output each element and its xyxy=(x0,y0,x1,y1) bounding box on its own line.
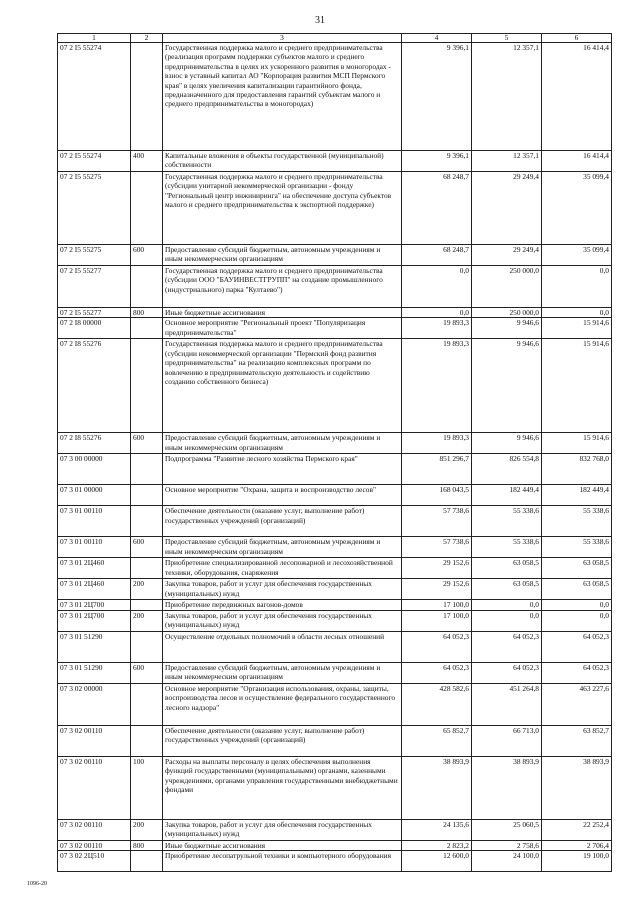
amount-col6-cell: 0,0 xyxy=(542,610,612,631)
description-cell: Закупка товаров, работ и услуг для обеспечения государственных (муниципальных) нужд xyxy=(163,610,402,631)
vr-cell xyxy=(131,506,163,537)
amount-col4-cell: 12 600,0 xyxy=(402,851,472,872)
vr-cell: 600 xyxy=(131,537,163,558)
amount-col4-cell: 19 893,3 xyxy=(402,318,472,339)
vr-cell xyxy=(131,43,163,151)
table-row xyxy=(58,631,612,662)
page-number: 31 xyxy=(315,15,325,26)
table-header-row xyxy=(58,34,612,43)
description-cell: Предоставление субсидий бюджетным, автономным учреждениям и иным некоммерческим организациям xyxy=(163,537,402,558)
vr-cell xyxy=(131,266,163,308)
description-cell: Основное мероприятие "Региональный проект "Популяризация предпринимательства" xyxy=(163,318,402,339)
amount-col5-cell: 9 946,6 xyxy=(472,318,542,339)
amount-col6-cell: 35 099,4 xyxy=(542,172,612,245)
vr-cell: 200 xyxy=(131,579,163,600)
vr-cell xyxy=(131,683,163,725)
description-cell: Предоставление субсидий бюджетным, автономным учреждениям и иным некоммерческим организациям xyxy=(163,662,402,683)
amount-col6-cell: 63 058,5 xyxy=(542,579,612,600)
footer-code: 1096-20 xyxy=(27,881,47,887)
table-row xyxy=(58,610,612,631)
amount-col6-cell: 182 449,4 xyxy=(542,485,612,506)
amount-col4-cell: 64 052,3 xyxy=(402,662,472,683)
description-cell: Государственная поддержка малого и среднего предпринимательства (субсидии унитарной некоммерческой организации - фонду "Региональный центр инжиниринга" на обеспечение доступа субъектов малого и среднего предпринимательства к экспортной поддержке) xyxy=(163,172,402,245)
table-row xyxy=(58,433,612,454)
amount-col6-cell: 15 914,6 xyxy=(542,339,612,433)
amount-col6-cell: 64 052,3 xyxy=(542,631,612,662)
description-cell: Предоставление субсидий бюджетным, автономным учреждениям и иным некоммерческим организациям xyxy=(163,245,402,266)
table-row xyxy=(58,308,612,318)
table-row xyxy=(58,172,612,245)
table-row xyxy=(58,662,612,683)
amount-col6-cell: 0,0 xyxy=(542,266,612,308)
code-cell: 07 2 I5 55277 xyxy=(58,308,131,318)
vr-cell: 400 xyxy=(131,151,163,172)
amount-col6-cell: 463 227,6 xyxy=(542,683,612,725)
code-cell: 07 2 I8 55276 xyxy=(58,339,131,433)
code-cell: 07 3 02 00110 xyxy=(58,756,131,819)
table-row xyxy=(58,725,612,756)
description-cell: Приобретение специализированной лесопожарной и лесохозяйственной техники, оборудования, снаряжения xyxy=(163,558,402,579)
amount-col4-cell: 17 100,0 xyxy=(402,600,472,610)
code-cell: 07 2 I8 55276 xyxy=(58,433,131,454)
amount-col6-cell: 832 768,0 xyxy=(542,454,612,485)
amount-col5-cell: 29 249,4 xyxy=(472,245,542,266)
amount-col4-cell: 29 152,6 xyxy=(402,558,472,579)
vr-cell: 200 xyxy=(131,610,163,631)
table-row xyxy=(58,840,612,850)
code-cell: 07 3 02 00110 xyxy=(58,819,131,840)
amount-col4-cell: 0,0 xyxy=(402,266,472,308)
amount-col5-cell: 0,0 xyxy=(472,600,542,610)
amount-col4-cell: 57 738,6 xyxy=(402,506,472,537)
amount-col6-cell: 0,0 xyxy=(542,308,612,318)
vr-cell xyxy=(131,172,163,245)
vr-cell: 200 xyxy=(131,819,163,840)
table-row xyxy=(58,454,612,485)
code-cell: 07 3 02 2Ц510 xyxy=(58,851,131,872)
vr-cell: 800 xyxy=(131,308,163,318)
budget-table xyxy=(57,33,612,872)
table-row xyxy=(58,339,612,433)
description-cell: Капитальные вложения в объекты государственной (муниципальной) собственности xyxy=(163,151,402,172)
code-cell: 07 3 01 51290 xyxy=(58,662,131,683)
description-cell: Осуществление отдельных полномочий в области лесных отношений xyxy=(163,631,402,662)
description-cell: Приобретение лесопатрульной техники и компьютерного оборудования xyxy=(163,851,402,872)
amount-col6-cell: 19 100,0 xyxy=(542,851,612,872)
vr-cell xyxy=(131,454,163,485)
table-row xyxy=(58,683,612,725)
amount-col5-cell: 0,0 xyxy=(472,610,542,631)
vr-cell xyxy=(131,318,163,339)
amount-col4-cell: 19 893,3 xyxy=(402,339,472,433)
vr-cell xyxy=(131,558,163,579)
description-cell: Основное мероприятие "Организация использования, охраны, защиты, воспроизводства лесов и осуществление федерального государственного лесного надзора" xyxy=(163,683,402,725)
description-cell: Обеспечение деятельности (оказание услуг, выполнение работ) государственных учреждений (организаций) xyxy=(163,725,402,756)
amount-col6-cell: 22 252,4 xyxy=(542,819,612,840)
code-cell: 07 3 01 00110 xyxy=(58,506,131,537)
vr-cell: 600 xyxy=(131,433,163,454)
amount-col4-cell: 38 893,9 xyxy=(402,756,472,819)
amount-col6-cell: 15 914,6 xyxy=(542,433,612,454)
amount-col4-cell: 24 135,6 xyxy=(402,819,472,840)
amount-col5-cell: 451 264,8 xyxy=(472,683,542,725)
amount-col6-cell: 64 052,3 xyxy=(542,662,612,683)
code-cell: 07 3 02 00110 xyxy=(58,840,131,850)
code-cell: 07 3 01 51290 xyxy=(58,631,131,662)
amount-col5-cell: 55 338,6 xyxy=(472,537,542,558)
vr-cell xyxy=(131,631,163,662)
table-row xyxy=(58,506,612,537)
table-row xyxy=(58,43,612,151)
table-row xyxy=(58,318,612,339)
amount-col4-cell: 68 248,7 xyxy=(402,245,472,266)
description-cell: Основное мероприятие "Охрана, защита и воспроизводство лесов" xyxy=(163,485,402,506)
code-cell: 07 2 I5 55274 xyxy=(58,43,131,151)
vr-cell xyxy=(131,600,163,610)
description-cell: Государственная поддержка малого и среднего предпринимательства (реализация программ поддержки субъектов малого и среднего предпринимательства в целях их ускоренного развития в моногородах - взнос в уставный капитал АО "Корпорация развития МСП Пермского края" в целях увеличения капитализации гарантийного фонда, предназначенного для предоставления гарантий субъектам малого и среднего предпринимательства в моногородах) xyxy=(163,43,402,151)
code-cell: 07 2 I5 55275 xyxy=(58,172,131,245)
code-cell: 07 3 01 2Ц460 xyxy=(58,579,131,600)
amount-col6-cell: 2 706,4 xyxy=(542,840,612,850)
amount-col6-cell: 63 058,5 xyxy=(542,558,612,579)
table-row xyxy=(58,485,612,506)
vr-cell: 100 xyxy=(131,756,163,819)
amount-col6-cell: 15 914,6 xyxy=(542,318,612,339)
amount-col5-cell: 64 052,3 xyxy=(472,631,542,662)
vr-cell xyxy=(131,851,163,872)
amount-col6-cell: 55 338,6 xyxy=(542,537,612,558)
column-header: 2 xyxy=(131,34,163,43)
description-cell: Государственная поддержка малого и среднего предпринимательства (субсидии ООО "БАУИНВЕСТГРУПП" на создание промышленного (индустриального) парка "Култаево") xyxy=(163,266,402,308)
amount-col4-cell: 64 052,3 xyxy=(402,631,472,662)
code-cell: 07 3 02 00000 xyxy=(58,683,131,725)
table-row xyxy=(58,819,612,840)
amount-col6-cell: 35 099,4 xyxy=(542,245,612,266)
column-header: 3 xyxy=(163,34,402,43)
amount-col4-cell: 0,0 xyxy=(402,308,472,318)
code-cell: 07 3 01 2Ц700 xyxy=(58,610,131,631)
amount-col6-cell: 55 338,6 xyxy=(542,506,612,537)
amount-col6-cell: 63 852,7 xyxy=(542,725,612,756)
amount-col6-cell: 16 414,4 xyxy=(542,43,612,151)
amount-col4-cell: 168 043,5 xyxy=(402,485,472,506)
amount-col5-cell: 2 758,6 xyxy=(472,840,542,850)
amount-col5-cell: 38 893,9 xyxy=(472,756,542,819)
column-header: 6 xyxy=(542,34,612,43)
description-cell: Подпрограмма "Развитие лесного хозяйства Пермского края" xyxy=(163,454,402,485)
amount-col4-cell: 9 396,1 xyxy=(402,43,472,151)
table-row xyxy=(58,245,612,266)
vr-cell xyxy=(131,339,163,433)
code-cell: 07 3 00 00000 xyxy=(58,454,131,485)
amount-col5-cell: 182 449,4 xyxy=(472,485,542,506)
amount-col5-cell: 250 000,0 xyxy=(472,266,542,308)
column-header: 1 xyxy=(58,34,131,43)
code-cell: 07 2 I5 55274 xyxy=(58,151,131,172)
table-row xyxy=(58,266,612,308)
table-row xyxy=(58,756,612,819)
description-cell: Иные бюджетные ассигнования xyxy=(163,308,402,318)
table-row xyxy=(58,579,612,600)
code-cell: 07 2 I5 55277 xyxy=(58,266,131,308)
amount-col6-cell: 16 414,4 xyxy=(542,151,612,172)
amount-col5-cell: 63 058,5 xyxy=(472,579,542,600)
amount-col6-cell: 0,0 xyxy=(542,600,612,610)
description-cell: Закупка товаров, работ и услуг для обеспечения государственных (муниципальных) нужд xyxy=(163,579,402,600)
description-cell: Обеспечение деятельности (оказание услуг, выполнение работ) государственных учреждений (организаций) xyxy=(163,506,402,537)
table-row xyxy=(58,558,612,579)
vr-cell xyxy=(131,725,163,756)
amount-col4-cell: 68 248,7 xyxy=(402,172,472,245)
table-row xyxy=(58,537,612,558)
code-cell: 07 3 01 00000 xyxy=(58,485,131,506)
description-cell: Государственная поддержка малого и среднего предпринимательства (субсидии некоммерческой организации "Пермский фонд развития предпринимательства" на реализацию комплексных программ по вовлечению в предпринимательскую деятельность и содействию созданию собственного бизнеса) xyxy=(163,339,402,433)
amount-col5-cell: 826 554,8 xyxy=(472,454,542,485)
amount-col4-cell: 65 852,7 xyxy=(402,725,472,756)
table-row xyxy=(58,851,612,872)
amount-col4-cell: 9 396,1 xyxy=(402,151,472,172)
amount-col5-cell: 250 000,0 xyxy=(472,308,542,318)
amount-col5-cell: 9 946,6 xyxy=(472,433,542,454)
amount-col5-cell: 12 357,1 xyxy=(472,43,542,151)
vr-cell: 800 xyxy=(131,840,163,850)
amount-col4-cell: 851 296,7 xyxy=(402,454,472,485)
amount-col5-cell: 12 357,1 xyxy=(472,151,542,172)
description-cell: Закупка товаров, работ и услуг для обеспечения государственных (муниципальных) нужд xyxy=(163,819,402,840)
amount-col4-cell: 19 893,3 xyxy=(402,433,472,454)
amount-col5-cell: 9 946,6 xyxy=(472,339,542,433)
code-cell: 07 3 01 2Ц460 xyxy=(58,558,131,579)
amount-col5-cell: 25 060,5 xyxy=(472,819,542,840)
code-cell: 07 2 I5 55275 xyxy=(58,245,131,266)
description-cell: Иные бюджетные ассигнования xyxy=(163,840,402,850)
table-row xyxy=(58,151,612,172)
vr-cell: 600 xyxy=(131,662,163,683)
amount-col5-cell: 24 100,0 xyxy=(472,851,542,872)
vr-cell: 600 xyxy=(131,245,163,266)
amount-col5-cell: 55 338,6 xyxy=(472,506,542,537)
code-cell: 07 2 I8 00000 xyxy=(58,318,131,339)
amount-col4-cell: 57 738,6 xyxy=(402,537,472,558)
amount-col5-cell: 64 052,3 xyxy=(472,662,542,683)
column-header: 5 xyxy=(472,34,542,43)
amount-col5-cell: 63 058,5 xyxy=(472,558,542,579)
description-cell: Расходы на выплаты персоналу в целях обеспечения выполнения функций государственными (муниципальными) органами, казенными учреждениями, органами управления государственными внебюджетными фондами xyxy=(163,756,402,819)
description-cell: Приобретение передвижных вагонов-домов xyxy=(163,600,402,610)
amount-col5-cell: 66 713,0 xyxy=(472,725,542,756)
description-cell: Предоставление субсидий бюджетным, автономным учреждениям и иным некоммерческим организациям xyxy=(163,433,402,454)
column-header: 4 xyxy=(402,34,472,43)
amount-col4-cell: 17 100,0 xyxy=(402,610,472,631)
table-row xyxy=(58,600,612,610)
code-cell: 07 3 01 00110 xyxy=(58,537,131,558)
amount-col4-cell: 2 823,2 xyxy=(402,840,472,850)
amount-col4-cell: 428 582,6 xyxy=(402,683,472,725)
code-cell: 07 3 02 00110 xyxy=(58,725,131,756)
code-cell: 07 3 01 2Ц700 xyxy=(58,600,131,610)
amount-col5-cell: 29 249,4 xyxy=(472,172,542,245)
amount-col4-cell: 29 152,6 xyxy=(402,579,472,600)
amount-col6-cell: 38 893,9 xyxy=(542,756,612,819)
vr-cell xyxy=(131,485,163,506)
